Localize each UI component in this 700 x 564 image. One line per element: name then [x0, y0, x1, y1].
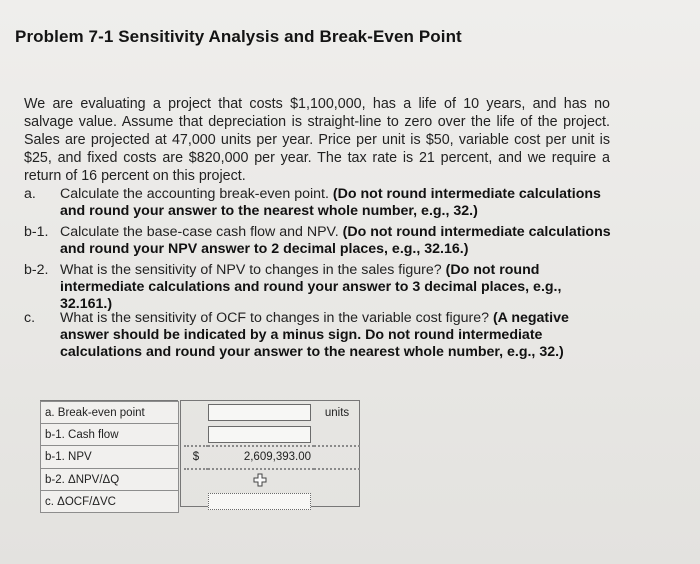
table-row — [41, 402, 361, 424]
npv-sensitivity-input[interactable] — [208, 469, 314, 491]
row-label: b-1. NPV — [41, 446, 179, 469]
ocf-sensitivity-input-box[interactable] — [208, 493, 311, 510]
row-unit — [314, 469, 360, 491]
row-prefix — [184, 469, 208, 491]
table-row — [41, 469, 361, 491]
page-title: Problem 7-1 Sensitivity Analysis and Break-Even Point — [15, 27, 462, 46]
question-label: b-2. — [24, 262, 49, 278]
problem-statement: We are evaluating a project that costs $1,100,000, has a life of 10 years, and has no salvage value. Assume that depreciation is straight-line to zero over the life of the project. Sales are projected at 47,000 units per year. Price per unit is $50, variable cost per unit is $25, and fixed costs are $820,000 per year. The tax rate is 21 percent, and we require a return of 16 percent on this project. — [24, 96, 610, 184]
table-row — [41, 446, 361, 469]
npv-value[interactable]: 2,609,393.00 — [243, 451, 311, 463]
row-unit — [314, 491, 360, 513]
question-b1 — [24, 224, 614, 258]
question-label: b-1. — [24, 224, 49, 240]
ocf-sensitivity-input[interactable] — [208, 491, 314, 513]
row-unit — [314, 424, 360, 446]
question-instruction: (Do not round intermediate calculations and round your answer to 3 decimal places, e.g., 32.161.) — [60, 262, 562, 312]
question-text: What is the sensitivity of NPV to changes in the sales figure? — [60, 262, 442, 278]
question-c — [24, 310, 614, 361]
question-a — [24, 186, 614, 220]
question-label: a. — [24, 186, 36, 202]
table-row — [41, 424, 361, 446]
question-text: What is the sensitivity of OCF to changes in the variable cost figure? — [60, 310, 489, 326]
question-label: c. — [24, 310, 36, 326]
question-instruction: (A negative answer should be indicated by a minus sign. Do not round intermediate calculations and round your answer to the nearest whole number, e.g., 32.) — [60, 310, 569, 360]
unit-label: units — [324, 406, 350, 419]
npv-input[interactable] — [208, 446, 314, 469]
row-prefix — [184, 402, 208, 424]
row-prefix — [184, 424, 208, 446]
row-label: b-2. ΔNPV/ΔQ — [41, 469, 179, 491]
question-text: Calculate the base-case cash flow and NPV. — [60, 224, 339, 240]
break-even-input[interactable] — [208, 402, 314, 424]
question-instruction: (Do not round intermediate calculations and round your NPV answer to 2 decimal places, e.g., 32.16.) — [60, 224, 611, 257]
break-even-input-box[interactable] — [208, 404, 311, 421]
row-label: b-1. Cash flow — [41, 424, 179, 446]
answer-table — [40, 401, 360, 513]
row-unit — [314, 446, 360, 469]
dollar-sign: $ — [184, 446, 208, 469]
cash-flow-input-box[interactable] — [208, 426, 311, 443]
row-label: c. ΔOCF/ΔVC — [41, 491, 179, 513]
cash-flow-input[interactable] — [208, 424, 314, 446]
question-instruction: (Do not round intermediate calculations and round your answer to the nearest whole number, e.g., 32.) — [60, 186, 601, 219]
row-label: a. Break-even point — [41, 402, 179, 424]
plus-cursor-icon — [252, 473, 268, 487]
row-prefix — [184, 491, 208, 513]
question-text: Calculate the accounting break-even point. — [60, 186, 329, 202]
question-b2 — [24, 262, 614, 313]
table-row — [41, 491, 361, 513]
